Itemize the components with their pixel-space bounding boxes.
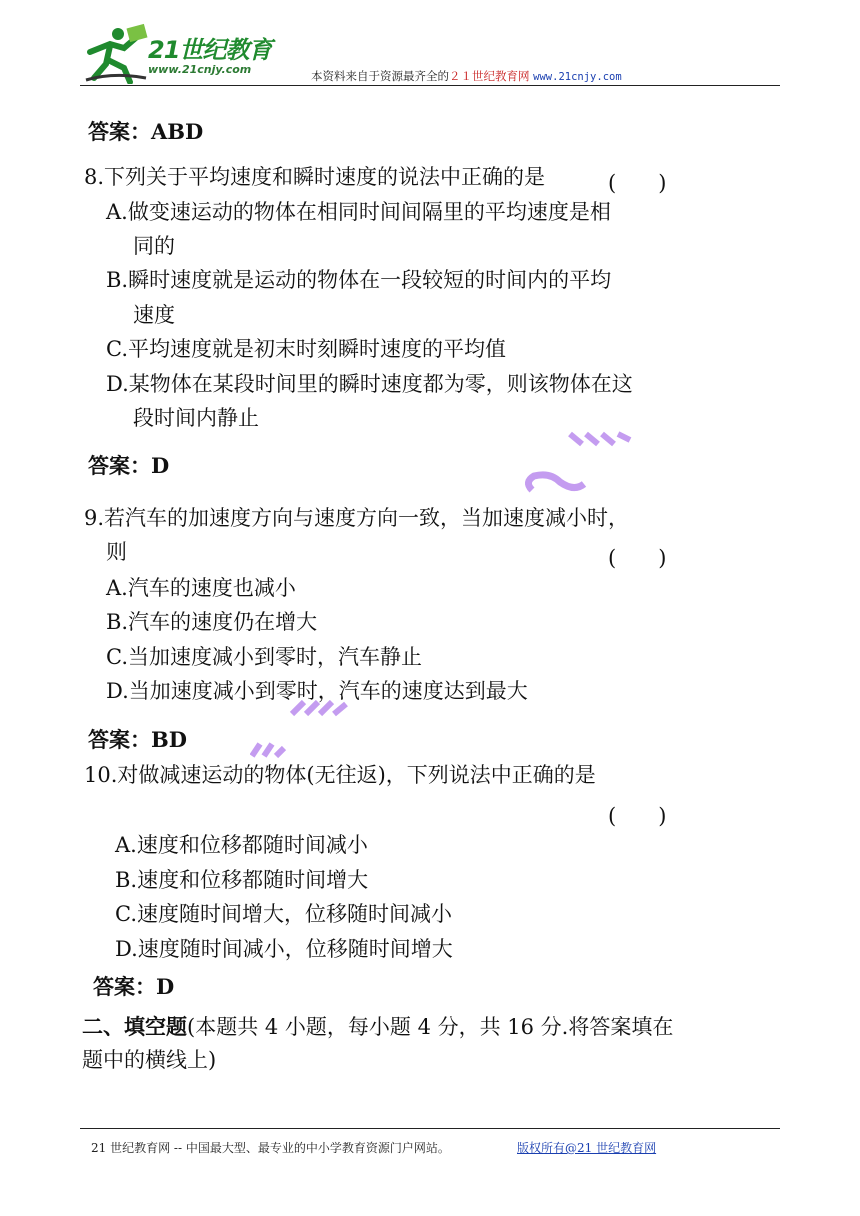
- question-8-option-d-cont: 段时间内静止: [133, 406, 259, 430]
- header-site-url[interactable]: www.21cnjy.com: [533, 71, 622, 83]
- question-10-option-c: C.速度随时间增大，位移随时间减小: [115, 902, 452, 926]
- question-8-option-a: A.做变速运动的物体在相同时间间隔里的平均速度是相: [106, 200, 611, 224]
- footer-divider: [80, 1128, 780, 1129]
- question-8-option-a-cont: 同的: [133, 234, 175, 258]
- footer-text: 21 世纪教育网 -- 中国最大型、最专业的中小学教育资源门户网站。: [91, 1141, 450, 1155]
- header-divider: [80, 85, 780, 86]
- section-2-description: (本题共 4 小题，每小题 4 分，共 16 分.将答案填在: [187, 1015, 674, 1039]
- section-2-title: 二、填空题: [82, 1014, 187, 1039]
- question-10-paren: ( ): [608, 804, 667, 828]
- footer-copyright-link[interactable]: 版权所有@21 世纪教育网: [517, 1141, 657, 1155]
- question-10-option-a: A.速度和位移都随时间减小: [115, 833, 368, 857]
- question-9-stem-cont: 则: [106, 540, 127, 564]
- header-site-name[interactable]: ２１世纪教育网: [449, 69, 530, 83]
- section-2-description-cont: 题中的横线上): [82, 1048, 217, 1072]
- runner-logo-icon: [84, 22, 154, 84]
- page-header: [0, 0, 860, 90]
- answer-7: 答案：ABD: [88, 119, 204, 144]
- answer-10: 答案：D: [93, 974, 175, 999]
- header-note-text: 本资料来自于资源最齐全的: [311, 69, 449, 83]
- question-8-paren: ( ): [608, 171, 667, 195]
- question-9-option-b: B.汽车的速度仍在增大: [106, 610, 318, 634]
- section-2-heading: [82, 1016, 673, 1038]
- question-9-option-c: C.当加速度减小到零时，汽车静止: [106, 645, 422, 669]
- watermark-fragment: [520, 430, 640, 500]
- question-10-option-d: D.速度随时间减小，位移随时间增大: [115, 937, 453, 961]
- header-note: [311, 68, 622, 84]
- question-9-paren: ( ): [608, 546, 667, 570]
- question-10-stem: 10.对做减速运动的物体(无往返)，下列说法中正确的是: [84, 763, 596, 787]
- question-9-option-a: A.汽车的速度也减小: [106, 576, 296, 600]
- question-8-option-d: D.某物体在某段时间里的瞬时速度都为零，则该物体在这: [106, 372, 633, 396]
- logo-url: www.21cnjy.com: [148, 63, 252, 76]
- question-8-option-c: C.平均速度就是初末时刻瞬时速度的平均值: [106, 337, 506, 361]
- answer-9: 答案：BD: [88, 727, 187, 752]
- watermark-fragment: [250, 700, 360, 760]
- question-8-option-b-cont: 速度: [133, 303, 175, 327]
- question-10-option-b: B.速度和位移都随时间增大: [115, 868, 369, 892]
- answer-8: 答案：D: [88, 453, 170, 478]
- question-8-stem: 8.下列关于平均速度和瞬时速度的说法中正确的是: [84, 165, 546, 189]
- question-9-option-d: D.当加速度减小到零时，汽车的速度达到最大: [106, 679, 528, 703]
- logo-text: 21世纪教育: [148, 36, 272, 64]
- question-9-stem: 9.若汽车的加速度方向与速度方向一致，当加速度减小时，: [84, 506, 630, 530]
- question-8-option-b: B.瞬时速度就是运动的物体在一段较短的时间内的平均: [106, 268, 612, 292]
